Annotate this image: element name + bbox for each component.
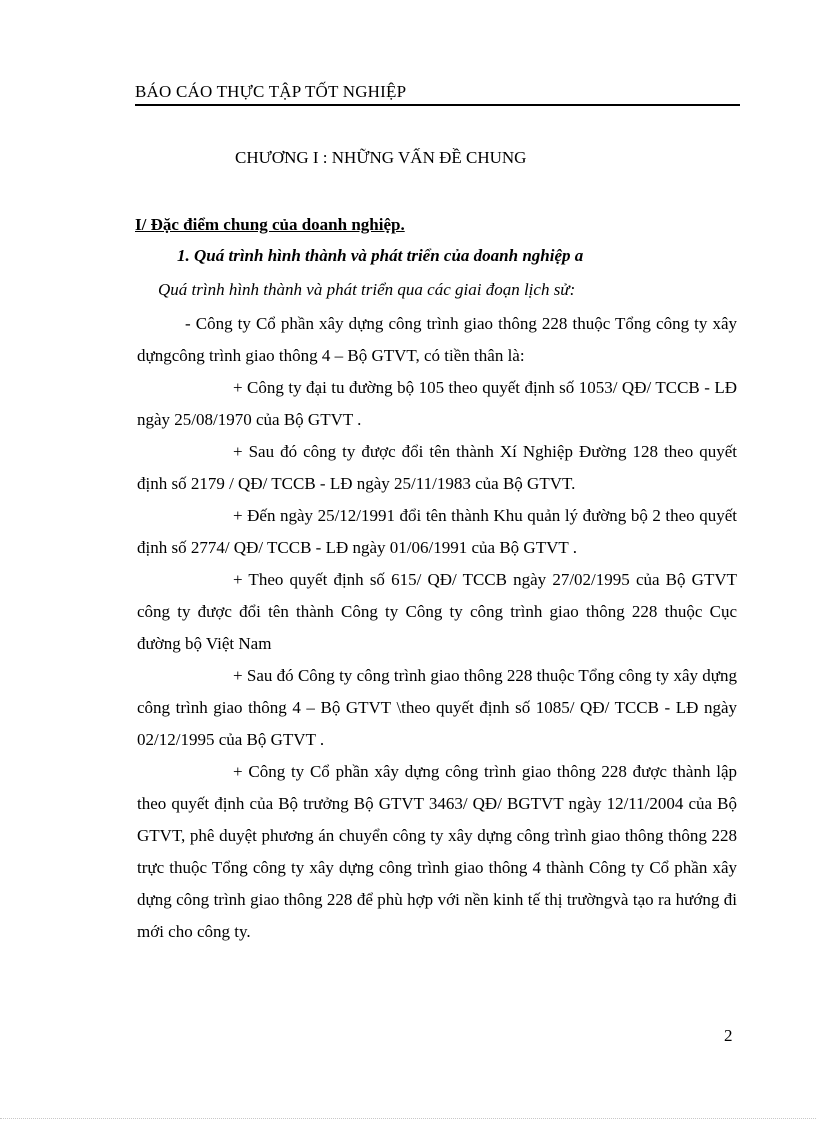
subsection-heading: 1. Quá trình hình thành và phát triển của doanh nghiệp a	[177, 246, 584, 265]
intro-line: Quá trình hình thành và phát triển qua các giai đoạn lịch sử:	[158, 280, 576, 299]
page-header	[135, 82, 740, 106]
paragraph-2004: + Công ty Cổ phần xây dựng công trình giao thông 228 được thành lập theo quyết định của Bộ trưởng Bộ GTVT 3463/ QĐ/ BGTVT ngày 12/11/2004 của Bộ GTVT, phê duyệt phương án chuyển công ty xây dựng công trình giao thông thông 228 trực thuộc Tổng công ty xây dựng công trình giao thông 4 thành Công ty Cổ phần xây dựng công trình giao thông 228 để phù hợp với nền kinh tế thị trườngvà tạo ra hướng đi mới cho công ty.	[137, 762, 737, 941]
paragraph-1970: + Công ty đại tu đường bộ 105 theo quyết định số 1053/ QĐ/ TCCB - LĐ ngày 25/08/1970 của Bộ GTVT .	[137, 378, 737, 429]
paragraph-company-origin: - Công ty Cổ phần xây dựng công trình giao thông 228 thuộc Tổng công ty xây dựngcông trình giao thông 4 – Bộ GTVT, có tiền thân là:	[137, 314, 737, 365]
page-bottom-divider	[0, 1118, 816, 1119]
paragraph-1991: + Đến ngày 25/12/1991 đổi tên thành Khu quản lý đường bộ 2 theo quyết định số 2774/ QĐ/ TCCB - LĐ ngày 01/06/1991 của Bộ GTVT .	[137, 506, 737, 557]
page-number: 2	[724, 1026, 733, 1045]
header-title: BÁO CÁO THỰC TẬP TỐT NGHIỆP	[135, 82, 407, 101]
paragraph-1995b: + Sau đó Công ty công trình giao thông 228 thuộc Tổng công ty xây dựng công trình giao thông 4 – Bộ GTVT \theo quyết định số 1085/ QĐ/ TCCB - LĐ ngày 02/12/1995 của Bộ GTVT .	[137, 666, 737, 749]
section-heading: I/ Đặc điểm chung của doanh nghiệp.	[135, 215, 405, 234]
paragraph-1983: + Sau đó công ty được đổi tên thành Xí Nghiệp Đường 128 theo quyết định số 2179 / QĐ/ TCCB - LĐ ngày 25/11/1983 của Bộ GTVT.	[137, 442, 737, 493]
body-text	[137, 308, 737, 948]
chapter-title: CHƯƠNG I : NHỮNG VẤN ĐỀ CHUNG	[235, 148, 527, 167]
paragraph-1995a: + Theo quyết định số 615/ QĐ/ TCCB ngày 27/02/1995 của Bộ GTVT công ty được đổi tên thành Công ty Công ty công trình giao thông 228 thuộc Cục đường bộ Việt Nam	[137, 570, 737, 653]
